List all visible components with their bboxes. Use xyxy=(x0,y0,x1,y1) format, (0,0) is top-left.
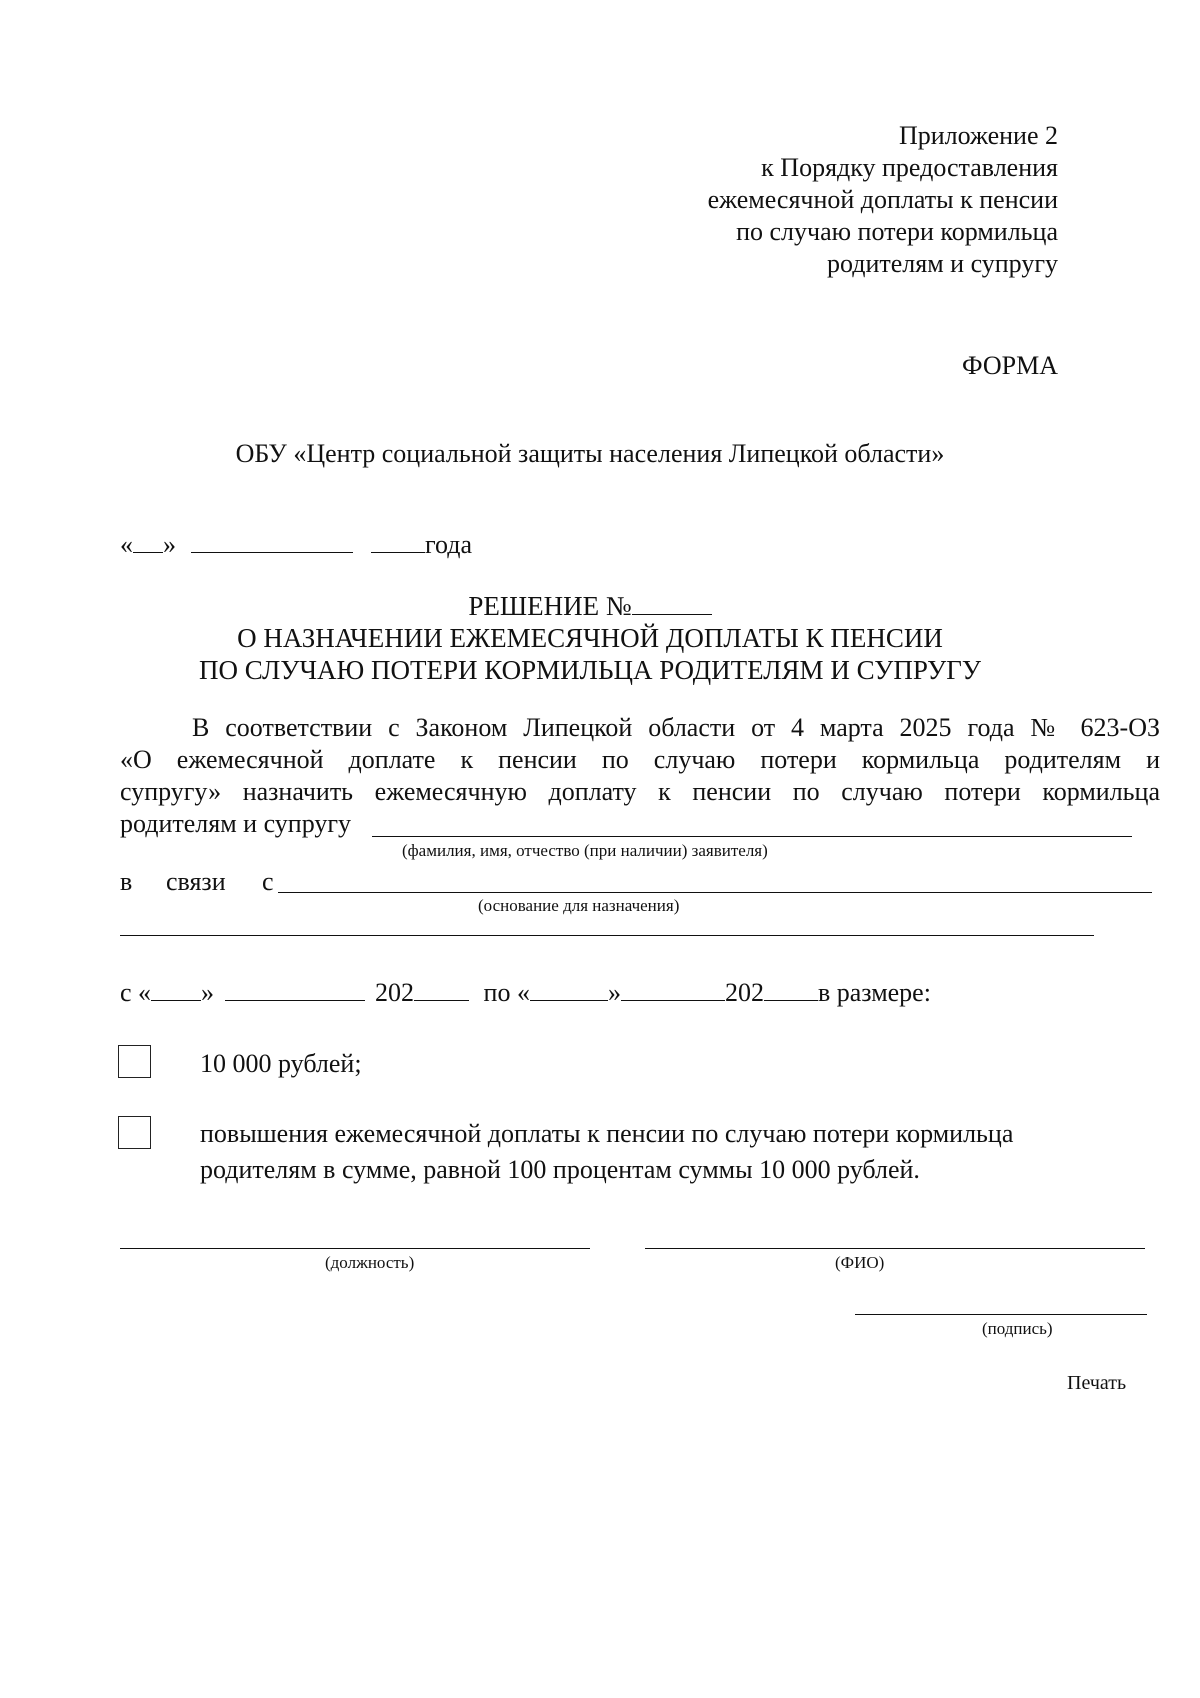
appendix-line-1: Приложение 2 xyxy=(898,121,1058,150)
period-close-quote-2: » xyxy=(607,978,621,1007)
form-label: ФОРМА xyxy=(962,351,1058,380)
period-amount-label: в размере: xyxy=(817,978,931,1007)
body-line-4: родителям и супругу xyxy=(120,809,352,838)
signature-hint: (подпись) xyxy=(982,1319,1053,1338)
reason-field-continuation[interactable] xyxy=(120,935,1094,936)
reason-prefix-2: связи xyxy=(166,867,226,896)
decision-title-row xyxy=(120,590,1060,622)
organization-name: ОБУ «Центр социальной защиты населения Липецкой области» xyxy=(235,439,945,468)
decision-subtitle-2: ПО СЛУЧАЮ ПОТЕРИ КОРМИЛЬЦА РОДИТЕЛЯМ И СУПРУГУ xyxy=(198,655,982,685)
decision-number-field[interactable] xyxy=(632,590,712,615)
date-month-field[interactable] xyxy=(191,528,353,553)
body-line-1: В соответствии с Законом Липецкой области от 4 марта 2025 года № 623-ОЗ xyxy=(192,713,1160,742)
option-1-checkbox[interactable] xyxy=(118,1045,151,1078)
period-from-day-field[interactable] xyxy=(151,976,201,1001)
date-open-quote: « xyxy=(120,530,133,559)
stamp-label: Печать xyxy=(1067,1372,1127,1394)
date-close-quote: » xyxy=(163,530,176,559)
reason-field[interactable] xyxy=(278,892,1152,893)
reason-prefix-1: в xyxy=(120,867,133,896)
applicant-name-field[interactable] xyxy=(372,836,1132,837)
period-from-month-field[interactable] xyxy=(225,976,365,1001)
period-to-day-field[interactable] xyxy=(530,976,608,1001)
body-line-2: «О ежемесячной доплате к пенсии по случаю потери кормильца родителям и xyxy=(120,745,1160,774)
position-hint: (должность) xyxy=(325,1253,415,1272)
date-day-field[interactable] xyxy=(133,528,163,553)
period-to-year-prefix: 202 xyxy=(724,978,764,1007)
decision-title: РЕШЕНИЕ № xyxy=(468,591,632,621)
appendix-line-2: к Порядку предоставления xyxy=(761,153,1058,182)
reason-prefix-3: с xyxy=(262,867,274,896)
period-from-year-field[interactable] xyxy=(414,976,469,1001)
option-2-text-line-2: родителям в сумме, равной 100 процентам суммы 10 000 рублей. xyxy=(200,1155,920,1184)
body-line-3: супругу» назначить ежемесячную доплату к пенсии по случаю потери кормильца xyxy=(120,777,1160,806)
appendix-line-5: родителям и супругу xyxy=(826,249,1058,278)
period-close-quote-1: » xyxy=(201,978,215,1007)
full-name-field[interactable] xyxy=(645,1248,1145,1249)
date-line xyxy=(120,528,472,561)
period-line xyxy=(120,976,931,1009)
period-from-year-prefix: 202 xyxy=(375,978,415,1007)
period-to-year-field[interactable] xyxy=(764,976,818,1001)
option-2-checkbox[interactable] xyxy=(118,1116,151,1149)
appendix-line-4: по случаю потери кормильца xyxy=(736,217,1058,246)
reason-hint: (основание для назначения) xyxy=(478,896,680,915)
period-to-label: по « xyxy=(483,978,530,1007)
signature-field[interactable] xyxy=(855,1314,1147,1315)
position-field[interactable] xyxy=(120,1248,590,1249)
appendix-line-3: ежемесячной доплаты к пенсии xyxy=(707,185,1058,214)
applicant-hint: (фамилия, имя, отчество (при наличии) заявителя) xyxy=(402,841,768,860)
full-name-hint: (ФИО) xyxy=(835,1253,885,1272)
date-year-field[interactable] xyxy=(371,528,425,553)
date-year-word: года xyxy=(425,530,473,559)
option-2-text-line-1: повышения ежемесячной доплаты к пенсии по случаю потери кормильца xyxy=(200,1119,1014,1148)
decision-subtitle-1: О НАЗНАЧЕНИИ ЕЖЕМЕСЯЧНОЙ ДОПЛАТЫ К ПЕНСИИ xyxy=(237,623,943,653)
period-from-label: с « xyxy=(120,978,152,1007)
option-1-text: 10 000 рублей; xyxy=(200,1049,362,1078)
period-to-month-field[interactable] xyxy=(621,976,725,1001)
